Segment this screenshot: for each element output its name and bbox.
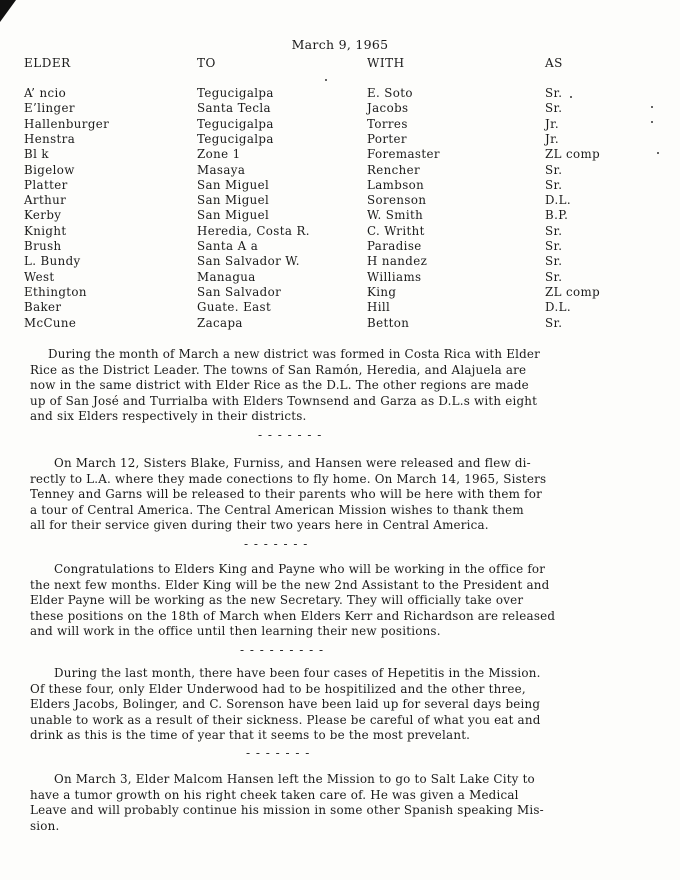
transfer-row bbox=[0, 316, 680, 331]
transfer-row bbox=[0, 101, 680, 116]
companion: W. Smith bbox=[367, 208, 424, 223]
scan-speck bbox=[651, 121, 653, 123]
elder-name: West bbox=[24, 269, 55, 284]
destination: Masaya bbox=[197, 162, 246, 177]
role: Sr. bbox=[545, 177, 563, 192]
role: Sr. bbox=[545, 315, 563, 330]
companion: E. Soto bbox=[367, 86, 413, 100]
role: ZL comp bbox=[545, 147, 601, 162]
role: ZL comp bbox=[545, 284, 601, 299]
section-divider: - - - - - - - - - bbox=[240, 643, 325, 657]
scan-speck bbox=[570, 96, 572, 98]
companion: Jacobs bbox=[367, 101, 409, 116]
companion: Foremaster bbox=[367, 147, 440, 162]
transfer-row bbox=[0, 208, 680, 223]
companion: King bbox=[367, 284, 397, 299]
transfer-row bbox=[0, 132, 680, 147]
elder-name: Kerby bbox=[24, 208, 62, 223]
role: D.L. bbox=[545, 193, 571, 208]
transfer-row bbox=[0, 239, 680, 254]
role: D.L. bbox=[545, 300, 571, 315]
scan-speck bbox=[325, 79, 327, 81]
paragraph-office-assignments: Congratulations to Elders King and Payne who will be working in the office for the next few months. Elder King will be the new 2nd Assistant to the President and Elder Payne will be working as the new Secretary. They will officially take over these positions on the 18th of March when Elders Kerr and Richardson are released and will work in the office until then learning their new positions. bbox=[30, 562, 556, 639]
role: Sr. bbox=[545, 223, 563, 238]
companion: C. Writht bbox=[367, 223, 425, 238]
elder-name: L. Bundy bbox=[24, 254, 81, 269]
destination: Tegucigalpa bbox=[197, 131, 274, 146]
companion: Williams bbox=[367, 269, 422, 284]
paragraph-sisters-released: On March 12, Sisters Blake, Furniss, and Hansen were released and flew di- rectly to L.A. where they made conections to fly home. On March 14, 1965, Sisters Tenney and Garns will be released to their parents who will be here with them for a tour of Central America. The Central American Mission wishes to thank them all for their service given during their two years here in Central America. bbox=[30, 456, 547, 533]
destination: San Miguel bbox=[197, 177, 270, 192]
companion: H nandez bbox=[367, 254, 428, 269]
transfer-row bbox=[0, 270, 680, 285]
role: Jr. bbox=[545, 131, 560, 146]
companion: Torres bbox=[367, 116, 408, 131]
role: Sr. bbox=[545, 239, 563, 253]
elder-name: Knight bbox=[24, 223, 67, 238]
transfer-row bbox=[0, 224, 680, 239]
header-to: TO bbox=[197, 56, 216, 70]
destination: San Miguel bbox=[197, 208, 270, 223]
destination: Tegucigalpa bbox=[197, 116, 274, 131]
role: Sr. bbox=[545, 86, 563, 100]
destination: Tegucigalpa bbox=[197, 86, 274, 100]
transfer-row bbox=[0, 178, 680, 193]
elder-name: Henstra bbox=[24, 131, 76, 146]
destination: Heredia, Costa R. bbox=[197, 223, 310, 238]
paragraph-medical-leave: On March 3, Elder Malcom Hansen left the Mission to go to Salt Lake City to have a tumor growth on his right cheek taken care of. He was given a Medical Leave and will probably continue his mission in some other Spanish speaking Mis- sion. bbox=[30, 772, 544, 833]
companion: Sorenson bbox=[367, 193, 427, 208]
companion: Lambson bbox=[367, 177, 425, 192]
transfer-row bbox=[0, 254, 680, 269]
role: B.P. bbox=[545, 208, 569, 223]
elder-name: Arthur bbox=[24, 193, 67, 208]
elder-name: Bigelow bbox=[24, 162, 75, 177]
elder-name: Bl k bbox=[24, 147, 49, 162]
transfer-row bbox=[0, 285, 680, 300]
role: Sr. bbox=[545, 254, 563, 269]
destination: San Miguel bbox=[197, 193, 270, 208]
page-corner-mark bbox=[0, 0, 16, 22]
transfer-row bbox=[0, 117, 680, 132]
destination: Guate. East bbox=[197, 300, 272, 315]
role: Jr. bbox=[545, 116, 560, 131]
header-with: WITH bbox=[367, 56, 405, 70]
elder-name: Ethington bbox=[24, 284, 87, 299]
companion: Rencher bbox=[367, 162, 421, 177]
scan-speck bbox=[657, 152, 659, 154]
elder-name: Brush bbox=[24, 239, 62, 253]
elder-name: E’linger bbox=[24, 101, 75, 116]
paragraph-new-district: During the month of March a new district was formed in Costa Rica with Elder Rice as the District Leader. The towns of San Ramón, Heredia, and Alajuela are now in the same district with Elder Rice as the D.L. The other regions are made up of San José and Turrialba with Elders Townsend and Garza as D.L.s with eight and six Elders respectively in their districts. bbox=[30, 347, 541, 424]
destination: Zacapa bbox=[197, 315, 243, 330]
section-divider: - - - - - - - bbox=[244, 537, 309, 551]
transfer-row bbox=[0, 193, 680, 208]
destination: Santa Tecla bbox=[197, 101, 271, 116]
elder-name: A’ ncio bbox=[24, 86, 67, 100]
transfer-row bbox=[0, 147, 680, 162]
header-elder: ELDER bbox=[24, 56, 71, 70]
transfer-row bbox=[0, 163, 680, 178]
companion: Paradise bbox=[367, 239, 422, 253]
paragraph-hepatitis-cases: During the last month, there have been four cases of Hepetitis in the Mission. Of these four, only Elder Underwood had to be hospitilized and the other three, Elders Jacobs, Bolinger, and C. Sorenson have been laid up for several days being unable to work as a result of their sickness. Please be careful of what you eat and drink as this is the time of year that it seems to be the most prevelant. bbox=[30, 666, 541, 743]
elder-name: McCune bbox=[24, 315, 77, 330]
elder-name: Baker bbox=[24, 300, 62, 315]
destination: San Salvador bbox=[197, 284, 282, 299]
header-as: AS bbox=[545, 56, 563, 70]
companion: Porter bbox=[367, 131, 407, 146]
elder-name: Hallenburger bbox=[24, 116, 110, 131]
companion: Betton bbox=[367, 315, 410, 330]
document-date: March 9, 1965 bbox=[291, 37, 389, 52]
role: Sr. bbox=[545, 101, 563, 116]
scan-speck bbox=[651, 106, 653, 108]
role: Sr. bbox=[545, 162, 563, 177]
section-divider: - - - - - - - bbox=[258, 428, 323, 442]
destination: Zone 1 bbox=[197, 147, 241, 162]
destination: Managua bbox=[197, 269, 256, 284]
role: Sr. bbox=[545, 269, 563, 284]
destination: San Salvador W. bbox=[197, 254, 300, 269]
transfer-row bbox=[0, 300, 680, 315]
elder-name: Platter bbox=[24, 177, 68, 192]
section-divider: - - - - - - - bbox=[246, 746, 311, 760]
destination: Santa A a bbox=[197, 239, 259, 253]
transfer-row bbox=[0, 86, 680, 101]
companion: Hill bbox=[367, 300, 391, 315]
